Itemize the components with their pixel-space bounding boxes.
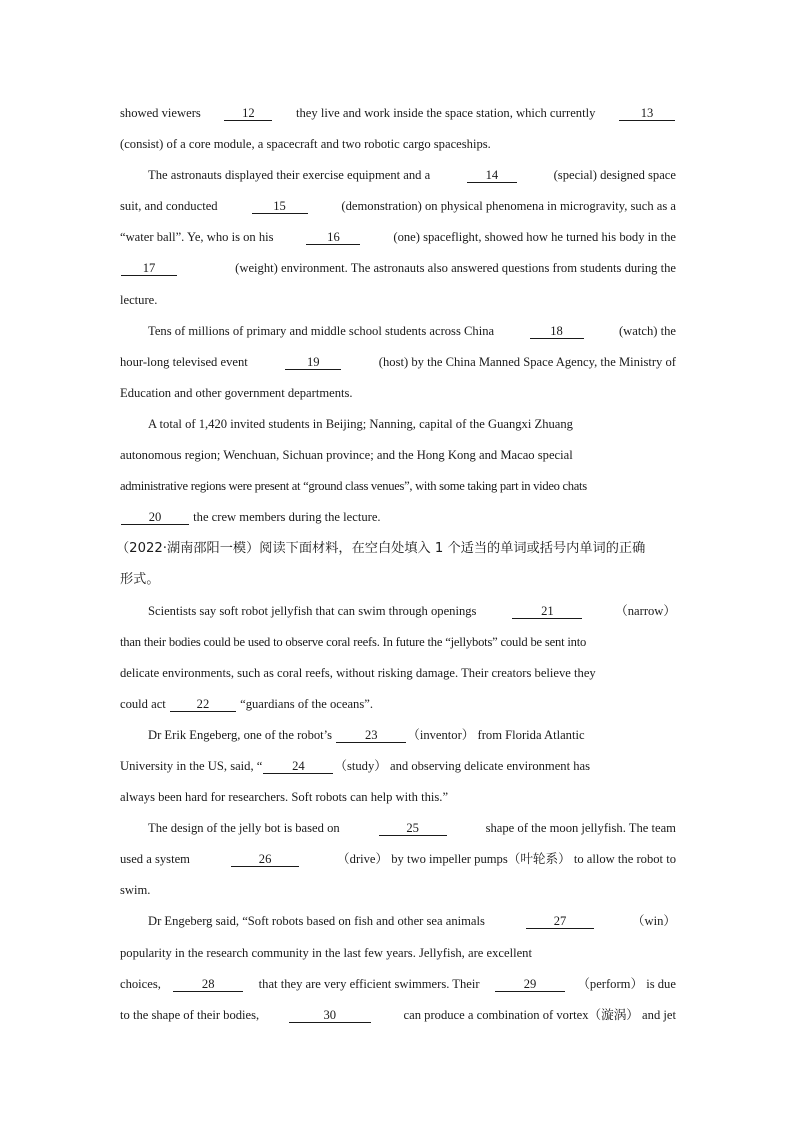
text-run: popularity in the research community in the last few years. Jellyfish, are excellent	[120, 945, 532, 960]
text-run: (host) by the China Manned Space Agency, the Ministry of	[375, 354, 676, 369]
answer-blank[interactable]	[170, 697, 236, 712]
answer-blank[interactable]	[512, 604, 582, 619]
text-run: can produce a combination of vortex（漩涡） and jet	[400, 1007, 676, 1022]
text-line	[120, 782, 676, 813]
blank-number: 16	[327, 230, 340, 245]
text-run: hour-long televised event	[120, 354, 251, 369]
section-heading	[116, 533, 676, 564]
text-run: shape of the moon jellyfish. The team	[482, 821, 676, 836]
text-line	[120, 502, 676, 533]
answer-blank[interactable]	[336, 728, 406, 743]
text-line	[120, 253, 676, 284]
text-line	[120, 98, 676, 129]
blank-number: 22	[196, 696, 210, 711]
text-line	[120, 347, 676, 378]
text-line	[120, 440, 676, 471]
text-line	[120, 285, 676, 316]
text-run: （study） and observing delicate environment has	[334, 758, 591, 773]
text-run: （perform） is due	[577, 976, 676, 991]
text-run: The design of the jelly bot is based on	[148, 821, 343, 836]
answer-blank[interactable]	[289, 1008, 371, 1023]
answer-blank[interactable]	[231, 852, 299, 867]
text-line	[120, 378, 676, 409]
text-run: used a system	[120, 852, 194, 867]
text-line	[120, 1000, 676, 1031]
blank-number: 15	[273, 199, 286, 214]
text-run: choices,	[120, 976, 161, 991]
text-line	[120, 844, 676, 875]
text-run: Dr Engeberg said, “Soft robots based on fish and other sea animals	[148, 914, 489, 929]
answer-blank[interactable]	[263, 759, 333, 774]
blank-number: 25	[406, 821, 419, 836]
answer-blank[interactable]	[224, 106, 272, 121]
answer-blank[interactable]	[530, 324, 584, 339]
blank-number: 26	[258, 852, 272, 867]
text-run: autonomous region; Wenchuan, Sichuan province; and the Hong Kong and Macao special	[120, 448, 573, 463]
answer-blank[interactable]	[379, 821, 447, 836]
blank-number: 28	[201, 976, 215, 991]
blank-number: 13	[640, 106, 654, 120]
text-run: administrative regions were present at “ground class venues”, with some taking part in video chats	[120, 479, 587, 494]
text-run: （2022·湖南邵阳一模）阅读下面材料，在空白处填入 1 个适当的单词或括号内单词的正确	[116, 541, 646, 557]
answer-blank[interactable]	[285, 355, 341, 370]
answer-blank[interactable]	[495, 977, 565, 992]
answer-blank[interactable]	[252, 199, 308, 214]
answer-blank[interactable]	[467, 168, 517, 183]
blank-number: 30	[323, 1007, 337, 1022]
text-run: The astronauts displayed their exercise equipment and a	[148, 168, 434, 183]
text-run: 形式。	[120, 572, 160, 588]
blank-number: 23	[364, 727, 378, 742]
text-line	[120, 938, 676, 969]
text-run: always been hard for researchers. Soft robots can help with this.”	[120, 790, 449, 805]
text-run: “guardians of the oceans”.	[236, 696, 373, 711]
blank-number: 12	[242, 106, 255, 120]
text-run: (weight) environment. The astronauts also answered questions from students during the	[232, 261, 676, 276]
text-line	[120, 316, 676, 347]
text-line	[120, 129, 676, 160]
text-line	[120, 875, 676, 906]
blank-number: 21	[541, 603, 554, 618]
text-run: University in the US, said, “	[120, 758, 263, 773]
text-run: Education and other government departments.	[120, 385, 353, 400]
text-line	[120, 222, 676, 253]
answer-blank[interactable]	[121, 510, 189, 525]
blank-number: 29	[523, 976, 537, 991]
text-run: Tens of millions of primary and middle school students across China	[148, 323, 498, 338]
blank-number: 20	[148, 510, 162, 525]
text-run: (consist) of a core module, a spacecraft and two robotic cargo spaceships.	[120, 137, 491, 152]
answer-blank[interactable]	[306, 230, 360, 245]
text-run: （drive） by two impeller pumps（叶轮系） to allow the robot to	[337, 852, 676, 867]
text-run: Scientists say soft robot jellyfish that can swim through openings	[148, 603, 480, 618]
answer-blank[interactable]	[526, 914, 594, 929]
answer-blank[interactable]	[619, 106, 675, 121]
text-line	[120, 813, 676, 844]
text-run: that they are very efficient swimmers. Their	[255, 976, 483, 991]
text-run: “water ball”. Ye, who is on his	[120, 230, 277, 245]
text-run: suit, and conducted	[120, 199, 221, 214]
text-line	[120, 160, 676, 191]
text-line	[120, 751, 676, 782]
text-line	[120, 409, 676, 440]
text-run: Dr Erik Engeberg, one of the robot’s	[148, 727, 336, 742]
text-run: (one) spaceflight, showed how he turned his body in the	[390, 230, 676, 245]
text-line	[120, 471, 676, 502]
blank-number: 19	[306, 354, 320, 369]
text-run: （win）	[631, 914, 676, 929]
text-run: than their bodies could be used to observe coral reefs. In future the “jellybots” could be sent into	[120, 634, 587, 649]
text-line	[120, 689, 676, 720]
text-line	[120, 658, 676, 689]
text-run: to the shape of their bodies,	[120, 1007, 260, 1022]
text-run: lecture.	[120, 292, 158, 307]
text-run: (demonstration) on physical phenomena in microgravity, such as a	[338, 199, 676, 214]
text-line	[120, 627, 676, 658]
text-run: showed viewers	[120, 106, 204, 120]
blank-number: 18	[550, 323, 563, 338]
document-page	[116, 98, 676, 1031]
text-line	[120, 191, 676, 222]
blank-number: 17	[142, 261, 156, 276]
text-run: could act	[120, 696, 169, 711]
text-line	[120, 969, 676, 1000]
blank-number: 24	[292, 758, 305, 773]
text-run: (special) designed space	[550, 168, 676, 183]
text-line	[120, 596, 676, 627]
text-run: A total of 1,420 invited students in Beijing; Nanning, capital of the Guangxi Zhuang	[148, 416, 573, 431]
answer-blank[interactable]	[173, 977, 243, 992]
blank-number: 14	[485, 168, 499, 183]
text-run: （inventor） from Florida Atlantic	[407, 727, 585, 742]
text-run: （narrow）	[615, 603, 676, 618]
text-run: delicate environments, such as coral reefs, without risking damage. Their creators believe they	[120, 665, 596, 680]
text-run: (watch) the	[615, 323, 676, 338]
blank-number: 27	[553, 914, 567, 929]
text-run: they live and work inside the space station, which currently	[292, 106, 599, 120]
text-line	[120, 906, 676, 937]
text-line	[120, 720, 676, 751]
text-run: swim.	[120, 883, 151, 898]
section-heading	[120, 564, 676, 595]
text-run: the crew members during the lecture.	[190, 510, 381, 525]
answer-blank[interactable]	[121, 261, 177, 276]
